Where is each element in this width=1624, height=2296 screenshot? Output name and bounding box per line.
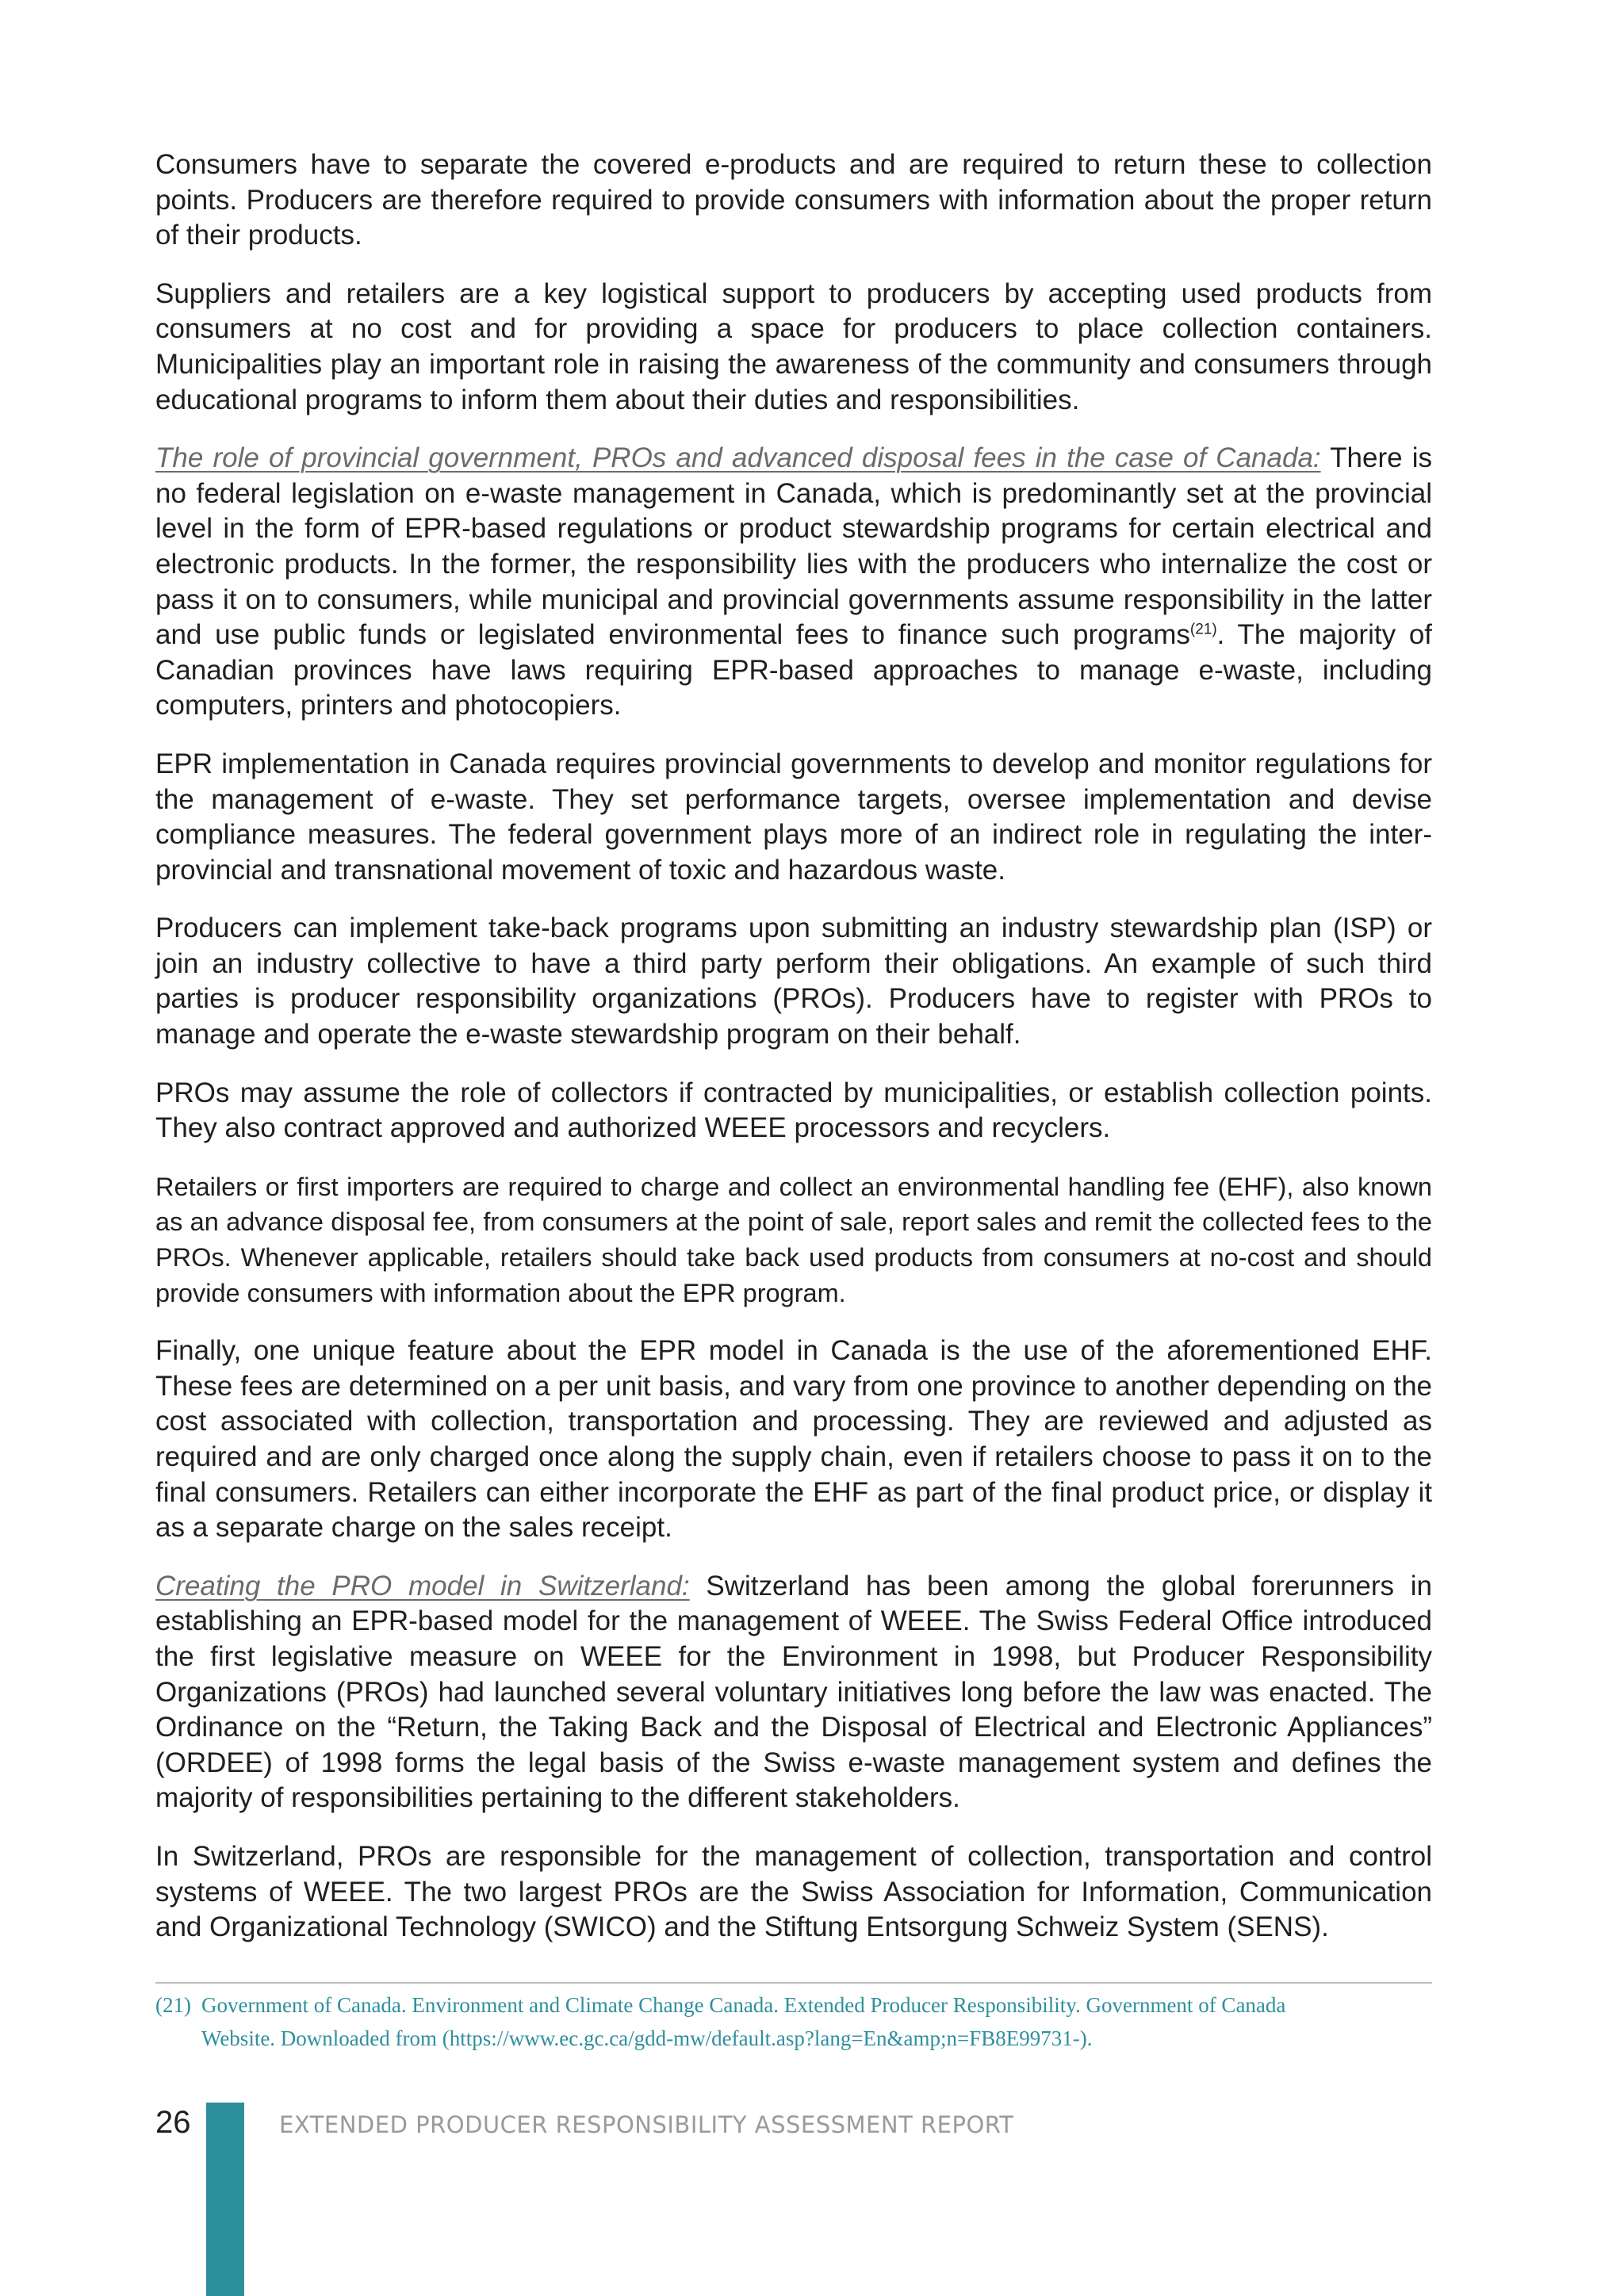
page-number: 26 [155,2105,191,2140]
running-title: EXTENDED PRODUCER RESPONSIBILITY ASSESSMENT REPORT [279,2111,1014,2138]
paragraph-epr-implementation: EPR implementation in Canada requires provincial governments to develop and monitor regulations for the management of e-waste. They set performance targets, oversee implementation and devise compliance measures. The federal government plays more of an indirect role in regulating the inter-provincial and transnational movement of toxic and hazardous waste. [155,748,1432,886]
main-text [155,147,1432,1969]
paragraph-switzerland-model [155,1569,1432,1816]
section-heading-switzerland: Creating the PRO model in Switzerland: [155,1570,690,1601]
paragraph-canada-text-b: . The majority of Canadian provinces have laws requiring EPR-based approaches to manage e-waste, including computers, printers and photocopiers. [155,619,1433,721]
footer-accent-bar [206,2103,244,2296]
paragraph-producers-takeback: Producers can implement take-back programs upon submitting an industry stewardship plan (ISP) or join an industry collective to have a third party perform their obligations. An example of such third parties is producer responsibility organizations (PROs). Producers have to register with PROs to manage and operate the e-waste stewardship program on their behalf. [155,913,1432,1050]
paragraph-ehf-feature: Finally, one unique feature about the EPR model in Canada is the use of the aforementioned EHF. These fees are determined on a per unit basis, and vary from one province to another depending on the cost associated with collection, transportation and processing. They are reviewed and adjusted as required and are only charged once along the supply chain, even if retailers choose to pass it on to the final consumers. Retailers can either incorporate the EHF as part of the final product price, or display it as a separate charge on the sales receipt. [155,1335,1432,1544]
paragraph-pros-collectors: PROs may assume the role of collectors if contracted by municipalities, or establish collection points. They also contract approved and authorized WEEE processors and recyclers. [155,1077,1432,1144]
footnote-text-2: Website. Downloaded from (https://www.ec.gc.ca/gdd-mw/default.asp?lang=En&amp;n=FB8E99731-). [201,2026,1093,2050]
footnote-text-1: Government of Canada. Environment and Climate Change Canada. Extended Producer Responsibility. Government of Canada [201,1993,1286,2017]
footnote-line-1 [155,1988,1432,2022]
paragraph-canada-role [155,441,1432,724]
paragraph-switzerland-text: Switzerland has been among the global forerunners in establishing an EPR-based model for the management of WEEE. The Swiss Federal Office introduced the first legislative measure on WEEE for the Environment in 1998, but Producer Responsibility Organizations (PROs) had launched several voluntary initiatives long before the law was enacted. The Ordinance on the “Return, the Taking Back and the Disposal of Electrical and Electronic Appliances” (ORDEE) of 1998 forms the legal basis of the Swiss e-waste management system and defines the majority of responsibilities pertaining to the different stakeholders. [155,1570,1433,1814]
footnote [155,1988,1432,2055]
section-heading-canada: The role of provincial government, PROs and advanced disposal fees in the case of Canada: [155,442,1321,474]
paragraph-consumers: Consumers have to separate the covered e-products and are required to return these to collection points. Producers are therefore required to provide consumers with information about the proper return of their products. [155,149,1432,251]
paragraph-suppliers-retailers: Suppliers and retailers are a key logistical support to producers by accepting used products from consumers at no cost and for providing a space for producers to place collection containers. Municipalities play an important role in raising the awareness of the community and consumers through educational programs to inform them about their duties and responsibilities. [155,277,1432,415]
footnote-number: (21) [155,1993,191,2017]
footnote-reference: (21) [1189,621,1217,638]
paragraph-retailers-ehf: Retailers or first importers are required to charge and collect an environmental handling fee (EHF), also known as an advance disposal fee, from consumers at the point of sale, report sales and remit the collected fees to the PROs. Whenever applicable, retailers should take back used products from consumers at no-cost and should provide consumers with information about the EPR program. [155,1172,1432,1307]
footnote-divider [155,1982,1432,1984]
paragraph-switzerland-pros: In Switzerland, PROs are responsible for the management of collection, transportation and control systems of WEEE. The two largest PROs are the Swiss Association for Information, Communication and Organizational Technology (SWICO) and the Stiftung Entsorgung Schweiz System (SENS). [155,1840,1432,1943]
paragraph-canada-text-a: There is no federal legislation on e-waste management in Canada, which is predominantly set at the provincial level in the form of EPR-based regulations or product stewardship programs for certain electrical and electronic products. In the former, the responsibility lies with the producers who internalize the cost or pass it on to consumers, while municipal and provincial governments assume responsibility in the latter and use public funds or legislated environmental fees to finance such programs [155,442,1432,651]
